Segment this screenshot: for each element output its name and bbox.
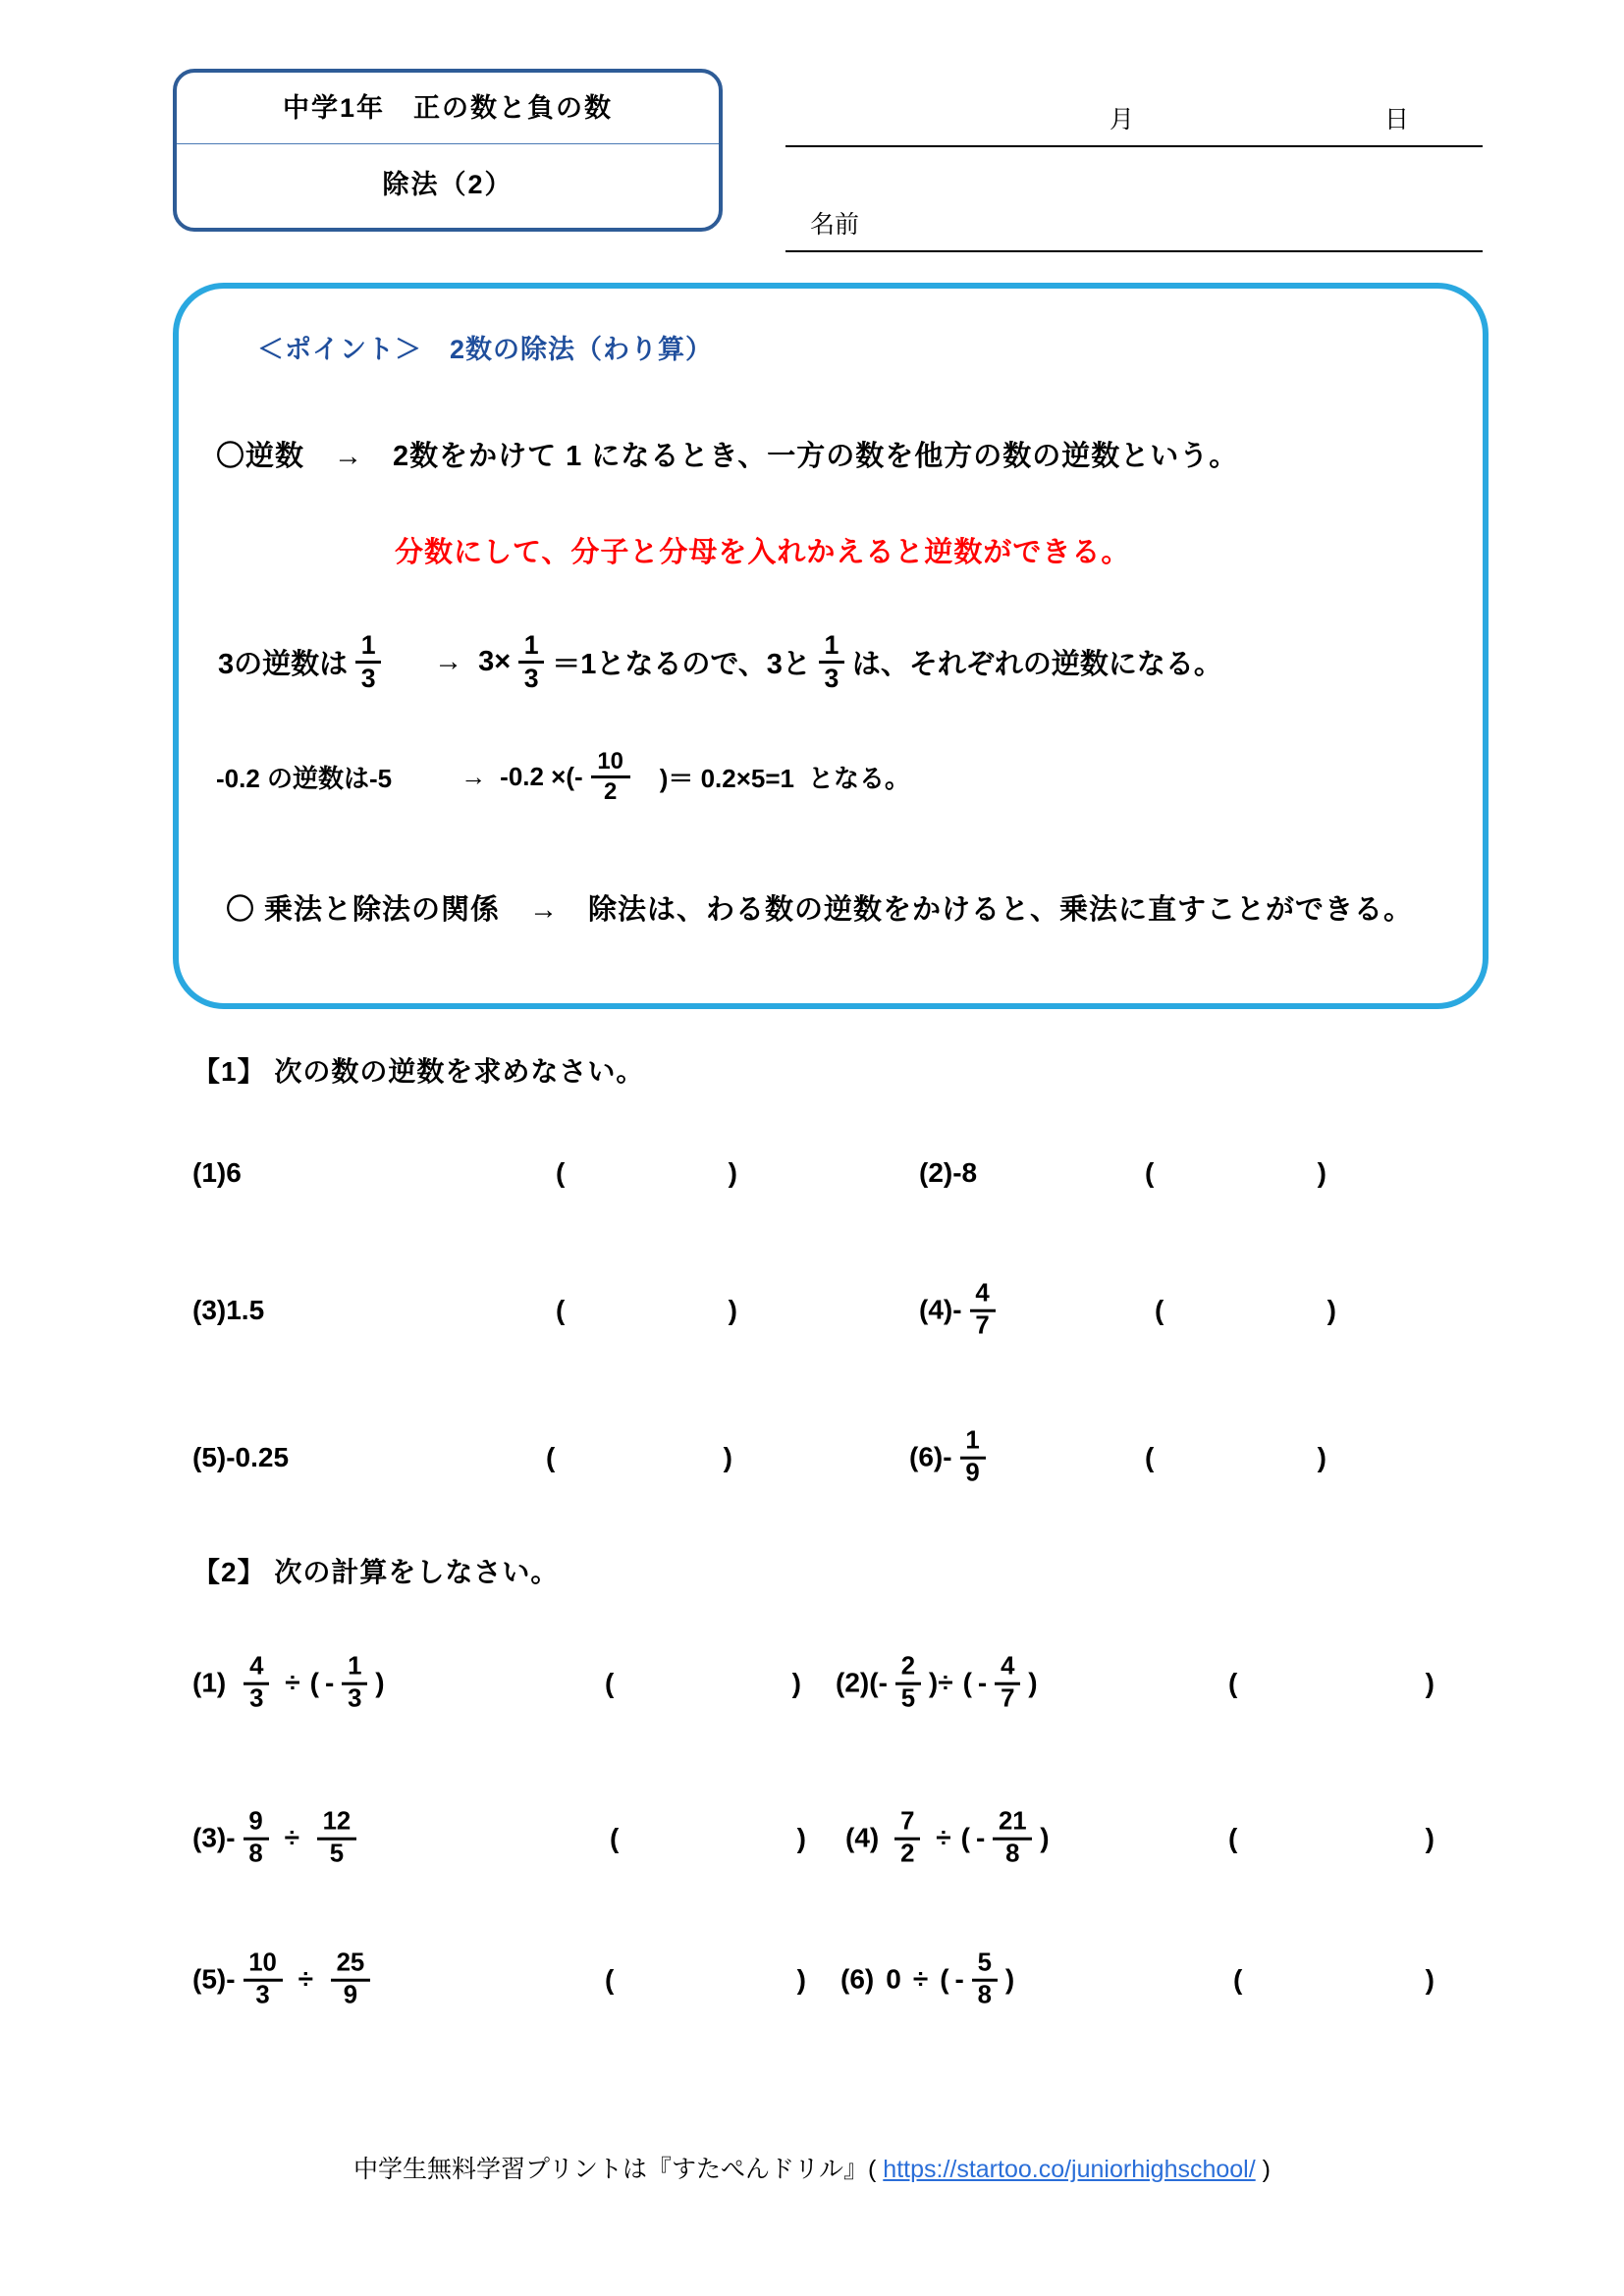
point-red-note: 分数にして、分子と分母を入れかえると逆数ができる。: [395, 537, 1131, 568]
problem-sign: -: [943, 1442, 952, 1472]
fraction-numerator: 9: [248, 1807, 263, 1836]
problem-left-fraction: [895, 1652, 921, 1713]
fraction-denominator: 7: [975, 1311, 990, 1340]
point-callout-box: [173, 283, 1489, 1009]
fraction-denominator: 2: [900, 1840, 915, 1868]
problem-2-1: [192, 1652, 385, 1713]
fraction-numerator: 1: [965, 1426, 980, 1455]
page-title: 中学1年 正の数と負の数: [282, 93, 613, 123]
example2-lead: -0.2 の逆数は-5: [216, 763, 393, 793]
problem-1-4: [919, 1279, 1003, 1340]
paren-open: (: [1155, 1295, 1164, 1325]
fraction-numerator: 4: [249, 1652, 264, 1681]
problem-right-fraction: [342, 1652, 367, 1713]
footer-link[interactable]: https://startoo.co/juniorhighschool/: [883, 2156, 1256, 2183]
problem-right-fraction: [317, 1807, 356, 1868]
paren-close: ): [375, 1668, 385, 1698]
problem-2-3: [192, 1807, 364, 1868]
fraction-denominator: 8: [1005, 1840, 1020, 1868]
fraction-numerator: 1: [523, 630, 539, 660]
answer-blank-1-4[interactable]: [1155, 1295, 1336, 1326]
problem-right-fraction: [993, 1807, 1032, 1868]
problem-number: (2): [836, 1668, 870, 1698]
fraction-denominator: 3: [255, 1981, 270, 2009]
fraction-numerator: 4: [1001, 1652, 1015, 1681]
problem-lead-sign: -: [226, 1964, 236, 1995]
name-field[interactable]: [785, 182, 1483, 252]
section2-row-1: [192, 1629, 1498, 1737]
footer-text-after: ): [1255, 2156, 1271, 2183]
fraction-numerator: 1: [824, 630, 839, 660]
paren-close: ): [1326, 1295, 1336, 1325]
problem-fraction: [960, 1426, 986, 1487]
point-example-two: [216, 750, 910, 804]
example1-fraction-one-third-a: [355, 632, 381, 691]
problem-1-5: [192, 1442, 289, 1473]
fraction-denominator: 3: [523, 663, 539, 693]
fraction-denominator: 5: [329, 1840, 345, 1868]
fraction-denominator: 7: [1001, 1684, 1015, 1713]
paren-close: ): [791, 1668, 801, 1698]
paren-open: (: [605, 1668, 615, 1698]
paren-close: ): [1028, 1668, 1038, 1698]
point-reciprocal-definition: 〇逆数 → 2数をかけて 1 になるとき、一方の数を他方の数の逆数という。: [216, 441, 1239, 472]
problem-number: (4): [919, 1295, 953, 1325]
paren-close: ): [728, 1157, 737, 1188]
problem-left-fraction: [244, 1652, 269, 1713]
paren-close: ): [1425, 1964, 1435, 1995]
fraction-numerator: 7: [900, 1807, 915, 1836]
paren-open: (: [610, 1823, 620, 1853]
page-header: [0, 59, 1624, 245]
problem-number: (4): [845, 1823, 880, 1853]
problem-right-fraction: [331, 1951, 370, 2009]
example2-fraction-ten-halves: [591, 750, 630, 804]
example1-mid-one: 3×: [478, 645, 512, 677]
problem-number: (1): [192, 1668, 227, 1698]
fraction-denominator: 3: [824, 663, 839, 693]
example1-fraction-one-third-c: [819, 632, 844, 691]
problem-left-sign: -: [878, 1668, 888, 1698]
answer-blank-2-1[interactable]: [605, 1668, 801, 1699]
worksheet-title-box: [173, 69, 723, 232]
fraction-numerator: 10: [597, 748, 623, 774]
paren-close: ): [796, 1964, 806, 1995]
point-box-title: ＜ポイント＞ 2数の除法（わり算）: [257, 335, 714, 364]
problem-2-2: [836, 1652, 1038, 1713]
fraction-denominator: 3: [249, 1684, 264, 1713]
fraction-denominator: 2: [604, 777, 618, 805]
section1-row-1: [192, 1119, 1498, 1227]
problem-left-fraction: [244, 1951, 283, 2009]
paren-close: ): [728, 1295, 737, 1325]
fraction-numerator: 1: [360, 630, 376, 660]
paren-open: (: [960, 1823, 970, 1853]
day-label: 日: [1384, 106, 1410, 133]
fraction-numerator: 1: [348, 1652, 362, 1681]
page-subtitle: 除法（2）: [382, 170, 514, 199]
division-operator: ÷: [912, 1964, 929, 1995]
problem-body: -8: [952, 1157, 978, 1188]
paren-open: (: [1233, 1964, 1243, 1995]
paren-close: ): [796, 1823, 806, 1853]
section1-row-2: [192, 1256, 1498, 1364]
fraction-numerator: 5: [977, 1949, 992, 1977]
problem-number: (6): [840, 1964, 875, 1995]
point-mult-div-relation: 〇 乗法と除法の関係 → 除法は、わる数の逆数をかけると、乗法に直すことができる。: [226, 894, 1414, 926]
division-operator: ÷: [284, 1823, 299, 1853]
answer-blank-2-6[interactable]: [1233, 1964, 1435, 1996]
date-writing-line: [785, 145, 1483, 147]
example1-fraction-one-third-b: [518, 632, 544, 691]
fraction-numerator: 25: [336, 1949, 365, 1977]
problem-number: (6): [909, 1442, 944, 1472]
paren-close: ): [723, 1442, 732, 1472]
paren-open: (: [1145, 1442, 1155, 1472]
month-label: 月: [1110, 106, 1135, 133]
fraction-denominator: 8: [248, 1840, 263, 1868]
paren-close: ): [1040, 1823, 1050, 1853]
division-operator: ÷: [938, 1668, 953, 1698]
title-divider: [177, 143, 719, 144]
fraction-denominator: 5: [900, 1684, 916, 1713]
example2-mid-one: -0.2 ×(-: [500, 761, 583, 791]
problem-number: (2): [919, 1157, 953, 1188]
problem-number: (5): [192, 1964, 227, 1995]
problem-right-fraction: [972, 1951, 998, 2009]
fraction-denominator: 3: [348, 1684, 362, 1713]
problem-sign: -: [952, 1295, 962, 1325]
paren-open: (: [962, 1668, 972, 1698]
section1-row-3: [192, 1404, 1498, 1512]
problem-1-6: [909, 1426, 994, 1487]
fraction-numerator: 4: [975, 1279, 990, 1308]
example1-mid-two: ＝1となるので、3と: [552, 648, 811, 680]
answer-blank-1-5[interactable]: [546, 1442, 732, 1473]
date-field[interactable]: [785, 69, 1483, 147]
problem-2-4: [845, 1807, 1050, 1868]
answer-blank-2-5[interactable]: [605, 1964, 806, 1996]
page-footer: [0, 2150, 1624, 2185]
section2-row-2: [192, 1785, 1498, 1893]
paren-close: ): [1425, 1823, 1435, 1853]
paren-open: (: [605, 1964, 615, 1995]
problem-1-3: [192, 1295, 264, 1326]
section2-heading: 【2】 次の計算をしなさい。: [192, 1557, 560, 1587]
problem-lead-sign: -: [226, 1823, 236, 1853]
footer-text-before: 中学生無料学習プリントは『すたぺんドリル』(: [353, 2156, 884, 2183]
fraction-numerator: 12: [322, 1807, 352, 1836]
paren-open: (: [546, 1442, 556, 1472]
paren-open: (: [309, 1668, 319, 1698]
problem-right-fraction: [995, 1652, 1020, 1713]
name-label: 名前: [810, 211, 860, 239]
paren-open: (: [940, 1964, 949, 1995]
problem-fraction: [970, 1279, 996, 1340]
fraction-denominator: 3: [360, 663, 376, 693]
problem-left-fraction: [894, 1807, 920, 1868]
division-operator: ÷: [298, 1964, 313, 1995]
problem-number: (5): [192, 1442, 227, 1472]
problem-number: (3): [192, 1823, 227, 1853]
paren-open: (: [1228, 1823, 1238, 1853]
problem-right-sign: -: [954, 1964, 964, 1995]
answer-blank-2-3[interactable]: [610, 1823, 806, 1854]
problem-1-1: [192, 1157, 242, 1189]
example2-arrow: →: [460, 761, 487, 791]
problem-body: 6: [226, 1157, 242, 1188]
example1-arrow: →: [434, 645, 463, 677]
problem-right-sign: -: [324, 1668, 335, 1698]
fraction-denominator: 8: [977, 1981, 992, 2009]
fraction-numerator: 10: [248, 1949, 277, 1977]
fraction-numerator: 2: [900, 1652, 916, 1681]
paren-open: (: [1145, 1157, 1155, 1188]
paren-close: ): [928, 1668, 939, 1698]
division-operator: ÷: [936, 1823, 951, 1853]
problem-left-value: 0: [886, 1964, 901, 1995]
example2-mid-two: )＝ 0.2×5=1: [659, 763, 795, 793]
example1-lead: 3の逆数は: [218, 648, 349, 680]
problem-number: (1): [192, 1157, 227, 1188]
name-writing-line: [785, 250, 1483, 252]
example1-tail: は、それぞれの逆数になる。: [851, 648, 1222, 680]
answer-blank-2-2[interactable]: [1228, 1668, 1435, 1699]
answer-blank-1-2[interactable]: [1145, 1157, 1326, 1189]
problem-left-fraction: [244, 1807, 269, 1868]
section1-heading: 【1】 次の数の逆数を求めなさい。: [192, 1056, 645, 1087]
problem-right-sign: -: [977, 1668, 988, 1698]
point-example-one: [218, 632, 1222, 691]
paren-close: ): [1317, 1157, 1326, 1188]
problem-body: -0.25: [226, 1442, 290, 1472]
fraction-denominator: 9: [965, 1459, 980, 1487]
paren-close: ): [1317, 1442, 1326, 1472]
section2-row-3: [192, 1926, 1498, 2034]
fraction-denominator: 9: [343, 1981, 358, 2009]
paren-close: ): [1004, 1964, 1015, 1995]
paren-close: ): [1425, 1668, 1435, 1698]
paren-open: (: [556, 1295, 566, 1325]
problem-number: (3): [192, 1295, 227, 1325]
problem-body: 1.5: [226, 1295, 265, 1325]
paren-open: (: [1228, 1668, 1238, 1698]
answer-blank-1-3[interactable]: [556, 1295, 737, 1326]
answer-blank-1-1[interactable]: [556, 1157, 737, 1189]
paren-open: (: [869, 1668, 879, 1698]
problem-2-6: [840, 1951, 1014, 2009]
answer-blank-1-6[interactable]: [1145, 1442, 1326, 1473]
problem-right-sign: -: [975, 1823, 986, 1853]
example2-tail: となる。: [808, 763, 911, 793]
problem-2-5: [192, 1951, 378, 2009]
answer-blank-2-4[interactable]: [1228, 1823, 1435, 1854]
paren-open: (: [556, 1157, 566, 1188]
division-operator: ÷: [285, 1668, 300, 1698]
fraction-numerator: 21: [998, 1807, 1027, 1836]
problem-1-2: [919, 1157, 977, 1189]
